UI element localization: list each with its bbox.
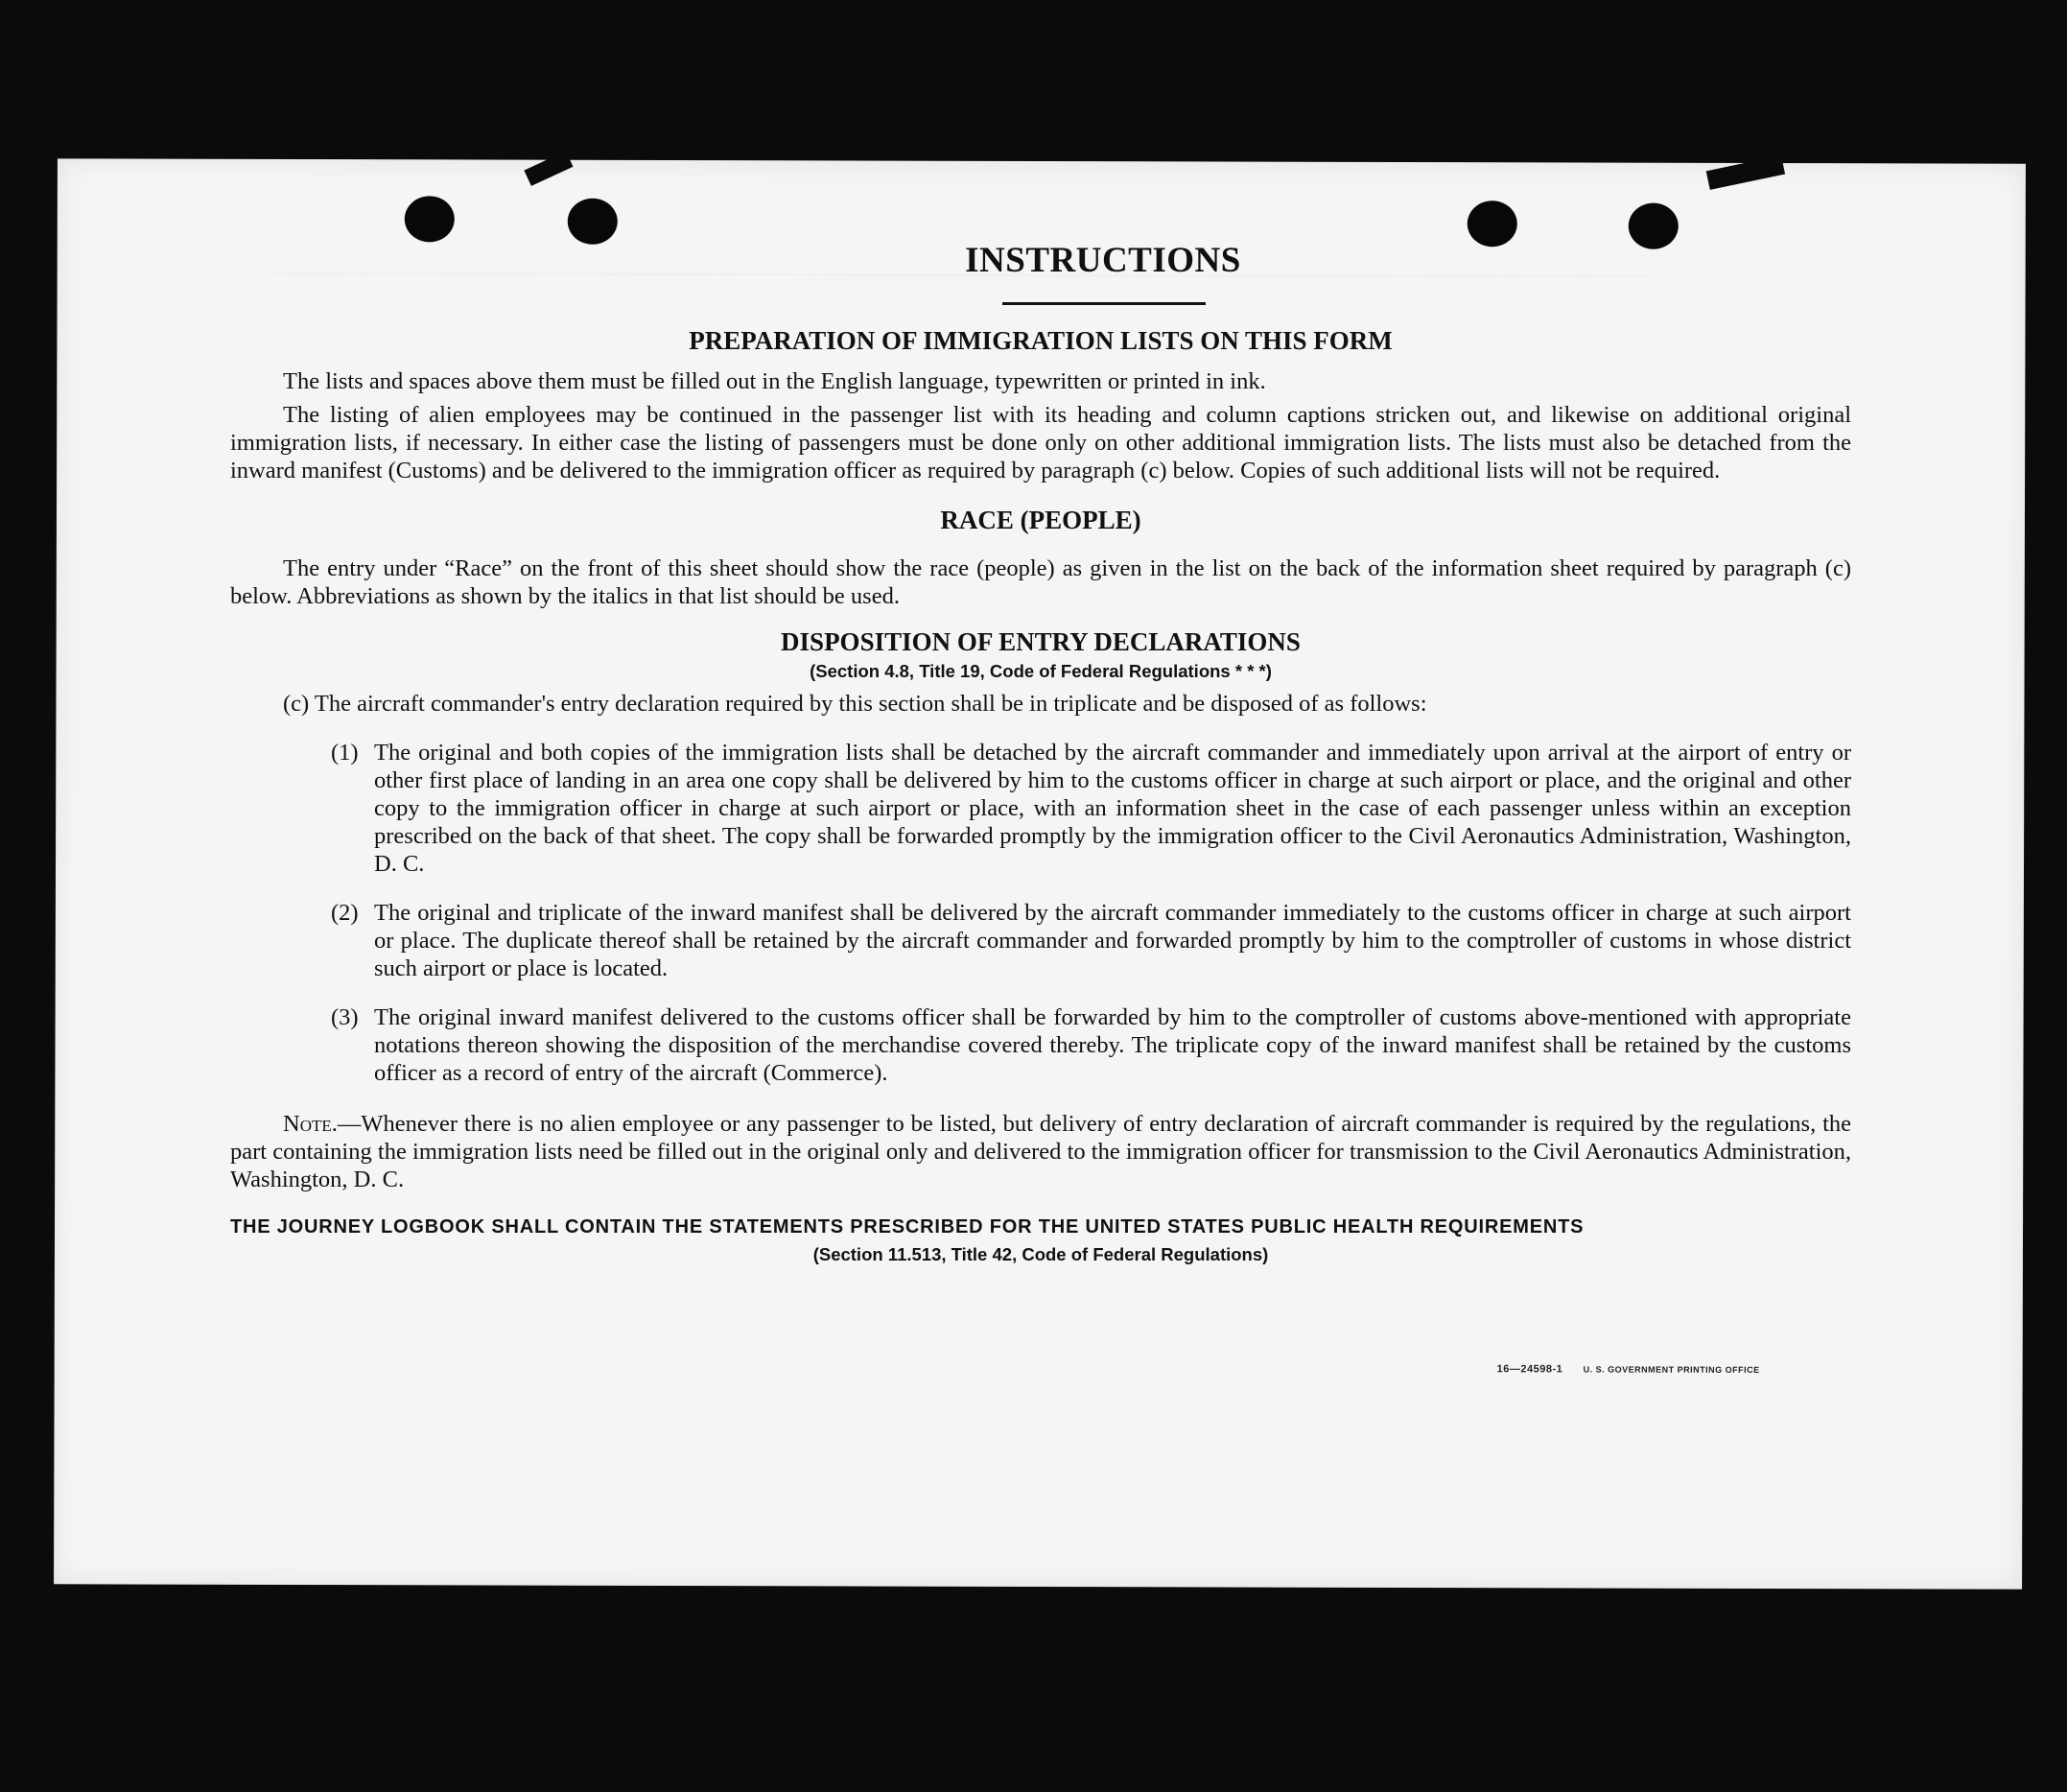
disposition-item-3 xyxy=(331,1003,1851,1087)
paper-tear-left xyxy=(524,151,573,186)
clause-label: (c) xyxy=(283,691,310,717)
item-number: (3) xyxy=(331,1004,359,1030)
note-text: —Whenever there is no alien employee or any passenger to be listed, but delivery of entry declaration of aircraft commander is required by the regulations, the part containing the immigration lists need be filled out in the original only and delivered to the immigration officer for transmission to the Civil Aeronautics Administration, Washington, D. C. xyxy=(230,1111,1851,1192)
clause-text: The aircraft commander's entry declaration required by this section shall be in triplicate and be disposed of as follows: xyxy=(314,691,1427,717)
disposition-citation: (Section 4.8, Title 19, Code of Federal Regulations * * *) xyxy=(810,661,1272,681)
item-text: The original and both copies of the immigration lists shall be detached by the aircraft commander and immediately upon arrival at the airport of entry or other first place of landing in an area one copy shall be delivered by him to the customs officer in charge at such airport or place, and the original and other copy to the immigration officer in charge at such airport or place, with an information sheet in the case of each passenger unless within an exception prescribed on the back of that sheet. The copy shall be forwarded promptly by the immigration officer to the Civil Aeronautics Administration, Washington, D. C. xyxy=(374,740,1851,877)
health-statement: THE JOURNEY LOGBOOK SHALL CONTAIN THE STATEMENTS PRESCRIBED FOR THE UNITED STATES PUBLIC HEALTH REQUIREMENTS xyxy=(230,1216,1585,1238)
item-text: The original and triplicate of the inward manifest shall be delivered by the aircraft commander immediately to the customs officer in charge at such airport or place. The duplicate thereof shall be retained by the aircraft commander and forwarded promptly by him to the comptroller of customs in whose district such airport or place is located. xyxy=(374,900,1851,981)
preparation-paragraph-2: The listing of alien employees may be continued in the passenger list with its heading and column captions stricken out, and likewise on additional original immigration lists, if necessary. In either case the listing of passengers must be done only on other additional immigration lists. The lists must also be detached from the inward manifest (Customs) and be delivered to the immigration officer as required by paragraph (c) below. Copies of such additional lists will not be required. xyxy=(230,402,1851,483)
disposition-heading: DISPOSITION OF ENTRY DECLARATIONS xyxy=(781,627,1301,656)
paper-tear-right xyxy=(1706,155,1785,190)
disposition-item-2 xyxy=(331,899,1851,982)
item-text: The original inward manifest delivered to the customs officer shall be forwarded by him to the comptroller of customs above-mentioned with appropriate notations thereon showing the disposition of the merchandise covered thereby. The triplicate copy of the inward manifest shall be retained by the customs officer as a record of entry of the aircraft (Commerce). xyxy=(374,1004,1851,1086)
form-number: 16—24598-1 xyxy=(1496,1363,1563,1376)
punch-hole-1 xyxy=(405,196,455,242)
title-underline xyxy=(1002,302,1206,305)
race-heading: RACE (PEOPLE) xyxy=(940,506,1141,534)
preparation-heading: PREPARATION OF IMMIGRATION LISTS ON THIS FORM xyxy=(689,326,1393,355)
note-paragraph xyxy=(230,1110,1851,1193)
page-title: INSTRUCTIONS xyxy=(965,241,1241,280)
item-number: (1) xyxy=(331,740,359,766)
note-label: Note. xyxy=(283,1111,338,1137)
disposition-clause xyxy=(283,690,1851,718)
preparation-paragraph-1: The lists and spaces above them must be filled out in the English language, typewritten or printed in ink. xyxy=(283,368,1266,394)
form-imprint xyxy=(1497,1363,1760,1376)
printer-name: U. S. GOVERNMENT PRINTING OFFICE xyxy=(1583,1364,1760,1375)
disposition-item-1 xyxy=(331,739,1851,878)
race-paragraph: The entry under “Race” on the front of this sheet should show the race (people) as given in the list on the back of the information sheet required by paragraph (c) below. Abbreviations as shown by the italics in that list should be used. xyxy=(230,555,1851,609)
punch-hole-2 xyxy=(568,199,618,245)
item-number: (2) xyxy=(331,900,359,926)
instructions-body xyxy=(230,240,1851,1265)
health-citation: (Section 11.513, Title 42, Code of Federal Regulations) xyxy=(812,1244,1269,1264)
